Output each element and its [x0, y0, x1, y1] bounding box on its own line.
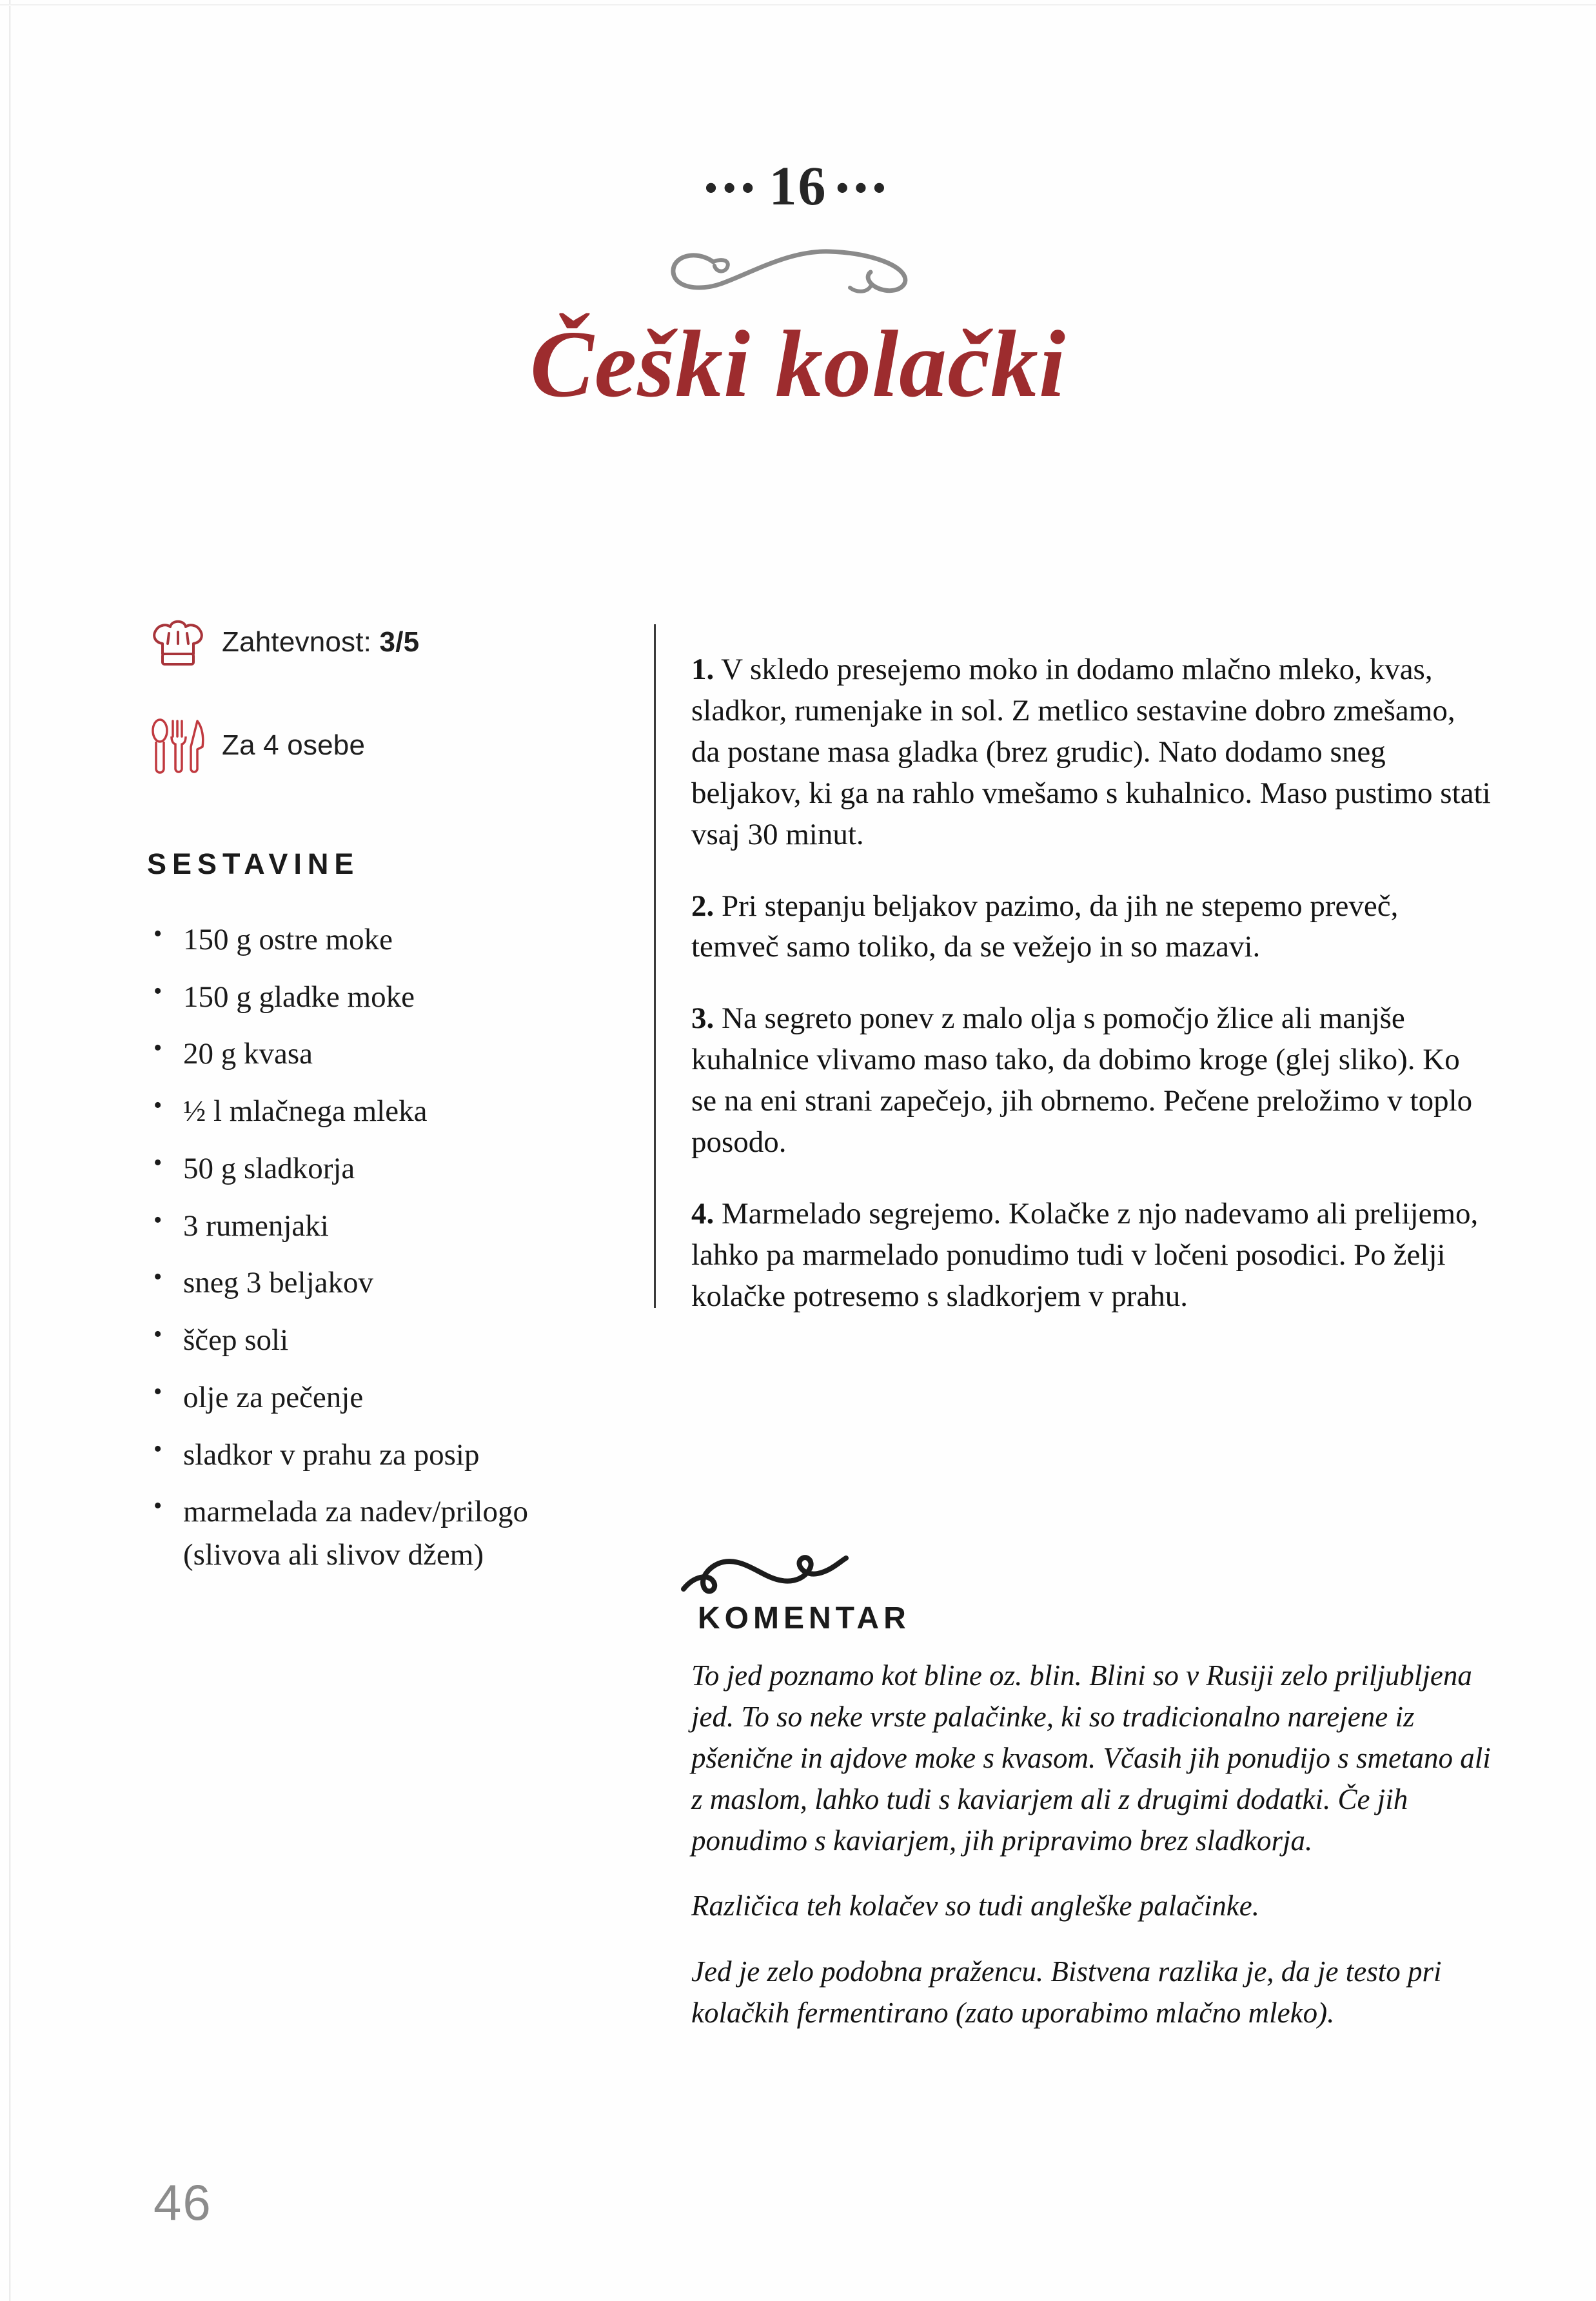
difficulty-text — [222, 626, 419, 658]
chapter-number: 16 — [769, 155, 827, 217]
step-text: Pri stepanju beljakov pazimo, da jih ne stepemo preveč, temveč samo toliko, da se vežejo in so mazavi. — [691, 889, 1399, 964]
servings-row — [147, 713, 624, 778]
flourish-swirl-icon — [663, 240, 934, 302]
instruction-step — [691, 886, 1491, 969]
chapter-dots-right: ••• — [836, 168, 892, 208]
step-number: 2. — [691, 889, 714, 923]
comment-heading: KOMENTAR — [698, 1601, 911, 1635]
list-item: • olje za pečenje — [147, 1376, 624, 1419]
list-item: • sneg 3 beljakov — [147, 1261, 624, 1305]
comment-section — [691, 1548, 1491, 2059]
list-item: • 50 g sladkorja — [147, 1147, 624, 1190]
step-text: Marmelado segrejemo. Kolačke z njo nadevamo ali prelijemo, lahko pa marmelado ponudimo tudi v ločeni posodici. Po želji kolačke potresemo s sladkorjem v prahu. — [691, 1196, 1479, 1313]
servings-label: Za 4 osebe — [222, 729, 366, 761]
instruction-step — [691, 998, 1491, 1163]
page-title: Češki kolački — [529, 311, 1067, 417]
ingredients-list — [147, 918, 624, 1577]
flourish-ornament — [0, 240, 1596, 302]
ingredients-heading: SESTAVINE — [147, 847, 360, 880]
list-item: • ščep soli — [147, 1319, 624, 1362]
instructions-column — [691, 619, 1491, 1346]
left-column — [147, 611, 624, 1591]
list-item: • 3 rumenjaki — [147, 1205, 624, 1248]
difficulty-label: Zahtevnost: — [222, 626, 380, 658]
instruction-step — [691, 1194, 1491, 1318]
list-item: • ½ l mlačnega mleka — [147, 1090, 624, 1133]
list-item: • 150 g ostre moke — [147, 918, 624, 962]
instruction-step — [691, 649, 1491, 856]
list-item: • marmelada za nadev/prilogo (slivova ali slivov džem) — [147, 1490, 624, 1576]
list-item: • 20 g kvasa — [147, 1032, 624, 1076]
difficulty-row — [147, 611, 624, 673]
chapter-dots-left: ••• — [704, 168, 760, 208]
chapter-number-line — [0, 153, 1596, 218]
chef-hat-icon — [147, 611, 222, 673]
page-number: 46 — [153, 2174, 212, 2231]
list-item: • sladkor v prahu za posip — [147, 1434, 624, 1477]
comment-paragraph: Različica teh kolačev so tudi angleške palačinke. — [691, 1890, 1259, 1922]
page-edge-top — [0, 4, 1596, 6]
step-number: 4. — [691, 1196, 714, 1230]
cutlery-icon — [147, 713, 222, 778]
step-number: 1. — [691, 653, 714, 686]
step-number: 3. — [691, 1002, 714, 1036]
comment-paragraph: To jed poznamo kot bline oz. blin. Blini so v Rusiji zelo priljubljena jed. To so neke vrste palačinke, ki so tradicionalno narejene iz pšenične in ajdove moke s kvasom. Včasih jih ponudijo s smetano ali z maslom, lahko tudi s kaviarjem ali z drugimi dodatki. Če jih ponudimo s kaviarjem, jih pripravimo brez sladkorja. — [691, 1659, 1491, 1857]
comment-paragraph: Jed je zelo podobna pražencu. Bistvena razlika je, da je testo pri kolačkih fermentirano (zato uporabimo mlačno mleko). — [691, 1955, 1442, 2029]
step-text: Na segreto ponev z malo olja s pomočjo žlice ali manjše kuhalnice vlivamo maso tako, da dobimo kroge (glej sliko). Ko se na eni strani zapečejo, jih obrnemo. Pečene preložimo v toplo posodo. — [691, 1002, 1473, 1160]
column-divider — [654, 624, 656, 1308]
difficulty-value: 3/5 — [379, 626, 420, 658]
step-text: V skledo presejemo moko in dodamo mlačno mleko, kvas, sladkor, rumenjake in sol. Z metlico sestavine dobro zmešamo, da postane masa gladka (brez grudic). Nato dodamo sneg beljakov, ki ga na rahlo vmešamo s kuhalnico. Maso pustimo stati vsaj 30 minut. — [691, 653, 1491, 851]
list-item: • 150 g gladke moke — [147, 976, 624, 1019]
